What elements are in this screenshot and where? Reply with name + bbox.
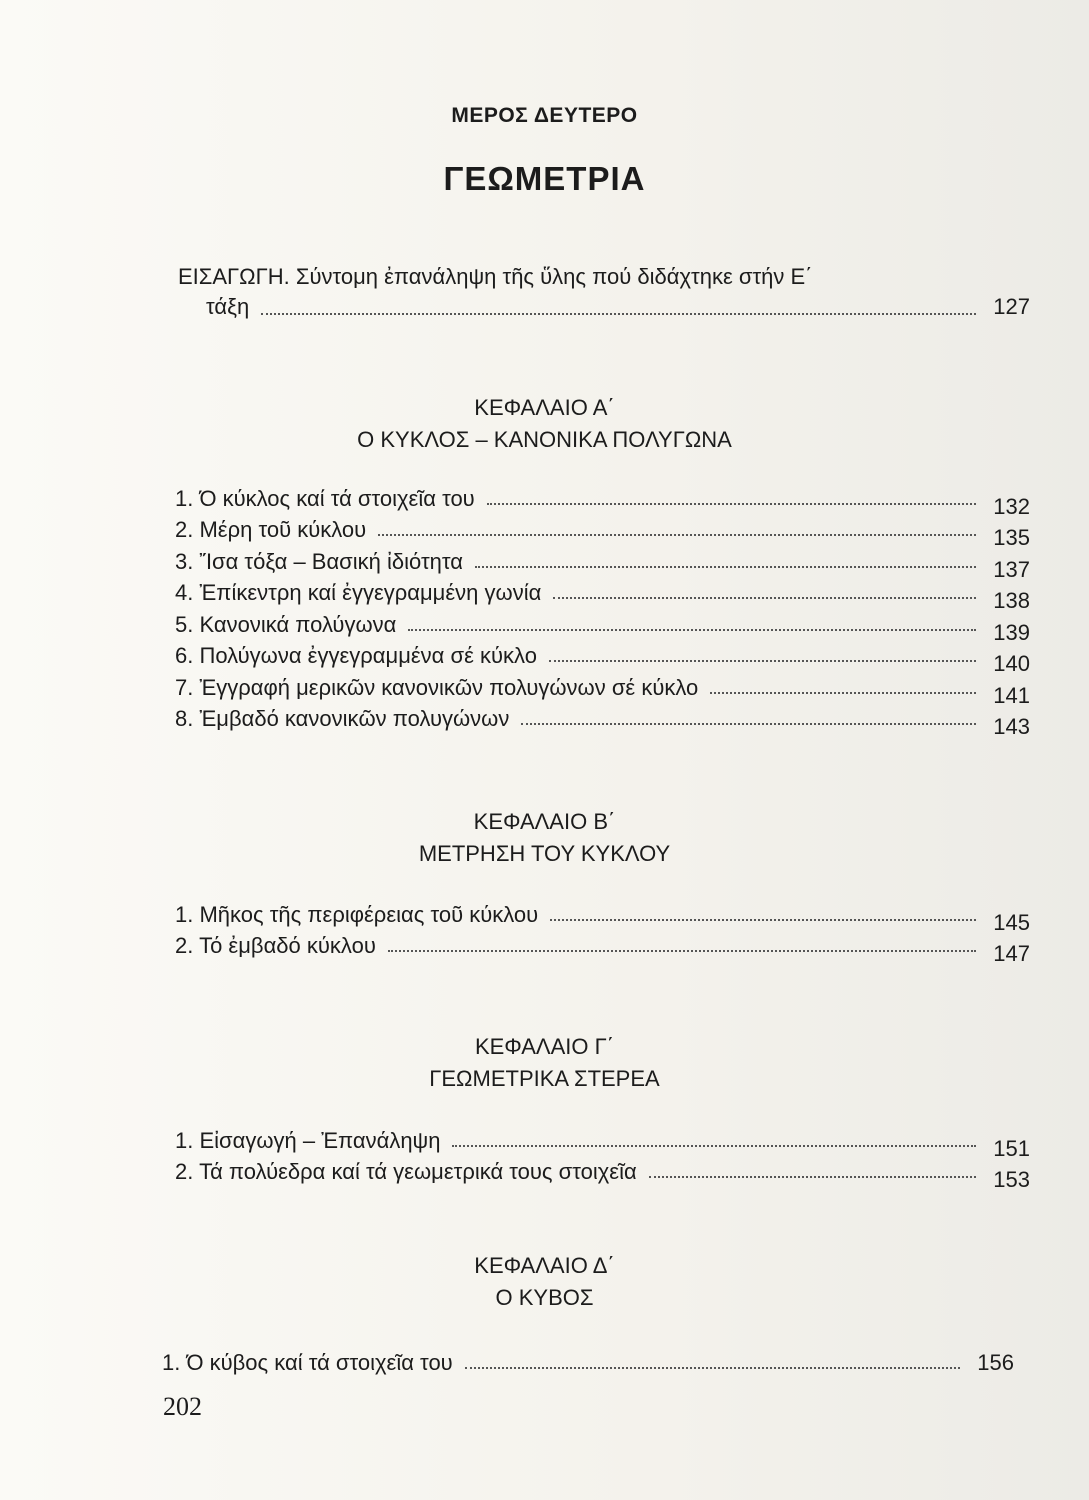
toc-page: 151 xyxy=(993,1135,1030,1161)
toc-label: 1. Ό κύκλος καί τά στοιχεῖα του xyxy=(175,485,475,511)
toc-label: 8. Ἐμβαδό κανονικῶν πολυγώνων xyxy=(175,706,510,731)
toc-row xyxy=(175,512,1030,550)
toc-page: 145 xyxy=(993,909,1030,935)
chapter-a-subtitle: Ο ΚΥΚΛΟΣ – ΚΑΝΟΝΙΚΑ ΠΟΛΥΓΩΝΑ xyxy=(357,427,732,452)
page-number: 202 xyxy=(163,1392,202,1421)
toc-row xyxy=(175,701,1030,739)
toc-page: 153 xyxy=(993,1167,1030,1192)
toc-label: 6. Πολύγωνα ἐγγεγραμμένα σέ κύκλο xyxy=(175,643,537,668)
chapter-b-header xyxy=(0,806,1089,870)
toc-label: 7. Ἐγγραφή μερικῶν κανονικῶν πολυγώνων σέ κύκλο xyxy=(175,674,699,700)
leader-dots xyxy=(521,723,976,725)
toc-row xyxy=(175,480,1030,519)
chapter-d-subtitle: Ο ΚΥΒΟΣ xyxy=(495,1285,594,1310)
toc-page: 156 xyxy=(977,1349,1014,1375)
leader-dots xyxy=(465,1367,960,1369)
chapter-a-header xyxy=(0,392,1089,456)
chapter-c-toc xyxy=(175,1122,1030,1192)
leader-dots xyxy=(550,919,976,921)
toc-label: 4. Ἐπίκεντρη καί ἐγγεγραμμένη γωνία xyxy=(175,580,542,605)
leader-dots xyxy=(388,950,976,952)
toc-row xyxy=(175,575,1030,613)
toc-label: 2. Μέρη τοῦ κύκλου xyxy=(175,517,367,542)
intro-line2: τάξη xyxy=(206,294,250,319)
toc-label: 5. Κανονικά πολύγωνα xyxy=(175,611,397,637)
intro-page: 127 xyxy=(993,294,1030,319)
toc-row xyxy=(175,1154,1030,1192)
toc-page: 132 xyxy=(993,493,1030,519)
leader-dots xyxy=(408,629,976,631)
toc-page: 137 xyxy=(993,556,1030,582)
toc-row xyxy=(175,669,1030,708)
toc-row xyxy=(175,896,1030,935)
leader-dots xyxy=(261,313,976,315)
chapter-b-subtitle: ΜΕΤΡΗΣΗ ΤΟΥ ΚΥΚΛΟΥ xyxy=(418,841,671,866)
leader-dots xyxy=(649,1176,976,1178)
chapter-d-toc xyxy=(162,1344,1014,1376)
toc-row xyxy=(175,928,1030,966)
chapter-a-heading: ΚΕΦΑΛΑΙΟ Α΄ xyxy=(474,395,615,420)
toc-label: 1. Ό κύβος καί τά στοιχεῖα του xyxy=(162,1349,453,1375)
chapter-c-heading: ΚΕΦΑΛΑΙΟ Γ΄ xyxy=(474,1034,615,1059)
leader-dots xyxy=(553,597,976,599)
toc-row xyxy=(175,1122,1030,1161)
toc-label: 2. Τά πολύεδρα καί τά γεωμετρικά τους στοιχεῖα xyxy=(175,1159,637,1184)
toc-page: 143 xyxy=(993,714,1030,739)
toc-page: 147 xyxy=(993,941,1030,966)
chapter-b-toc xyxy=(175,896,1030,966)
intro-entry xyxy=(178,262,1030,322)
chapter-a-toc xyxy=(175,480,1030,739)
leader-dots xyxy=(378,534,976,536)
toc-label: 3. Ἴσα τόξα – Βασική ἰδιότητα xyxy=(175,548,463,574)
toc-label: 2. Τό ἐμβαδό κύκλου xyxy=(175,933,376,958)
leader-dots xyxy=(487,503,976,505)
chapter-c-subtitle: ΓΕΩΜΕΤΡΙΚΑ ΣΤΕΡΕΑ xyxy=(429,1066,660,1091)
toc-label: 1. Εἰσαγωγή – Ἐπανάληψη xyxy=(175,1127,441,1153)
toc-row xyxy=(175,638,1030,676)
intro-line1: ΕΙΣΑΓΩΓΗ. Σύντομη ἐπανάληψη τῆς ὕλης πού διδάχτηκε στήν Ε΄ xyxy=(178,264,813,289)
toc-row xyxy=(175,606,1030,645)
toc-page: 141 xyxy=(993,682,1030,708)
leader-dots xyxy=(549,660,976,662)
leader-dots xyxy=(475,566,976,568)
leader-dots xyxy=(452,1145,976,1147)
toc-page: 138 xyxy=(993,588,1030,613)
chapter-c-header xyxy=(0,1031,1089,1095)
toc-page: 139 xyxy=(993,619,1030,645)
chapter-b-heading: ΚΕΦΑΛΑΙΟ Β΄ xyxy=(473,809,616,834)
chapter-d-header xyxy=(0,1250,1089,1314)
main-title: ΓΕΩΜΕΤΡΙΑ xyxy=(443,160,646,197)
toc-label: 1. Μῆκος τῆς περιφέρειας τοῦ κύκλου xyxy=(175,901,539,927)
toc-row xyxy=(162,1344,1014,1376)
toc-row xyxy=(175,543,1030,582)
toc-page: 135 xyxy=(993,525,1030,550)
chapter-d-heading: ΚΕΦΑΛΑΙΟ Δ΄ xyxy=(474,1253,615,1278)
part-title: ΜΕΡΟΣ ΔΕΥΤΕΡΟ xyxy=(451,104,638,127)
toc-page: 140 xyxy=(993,651,1030,676)
leader-dots xyxy=(710,692,976,694)
